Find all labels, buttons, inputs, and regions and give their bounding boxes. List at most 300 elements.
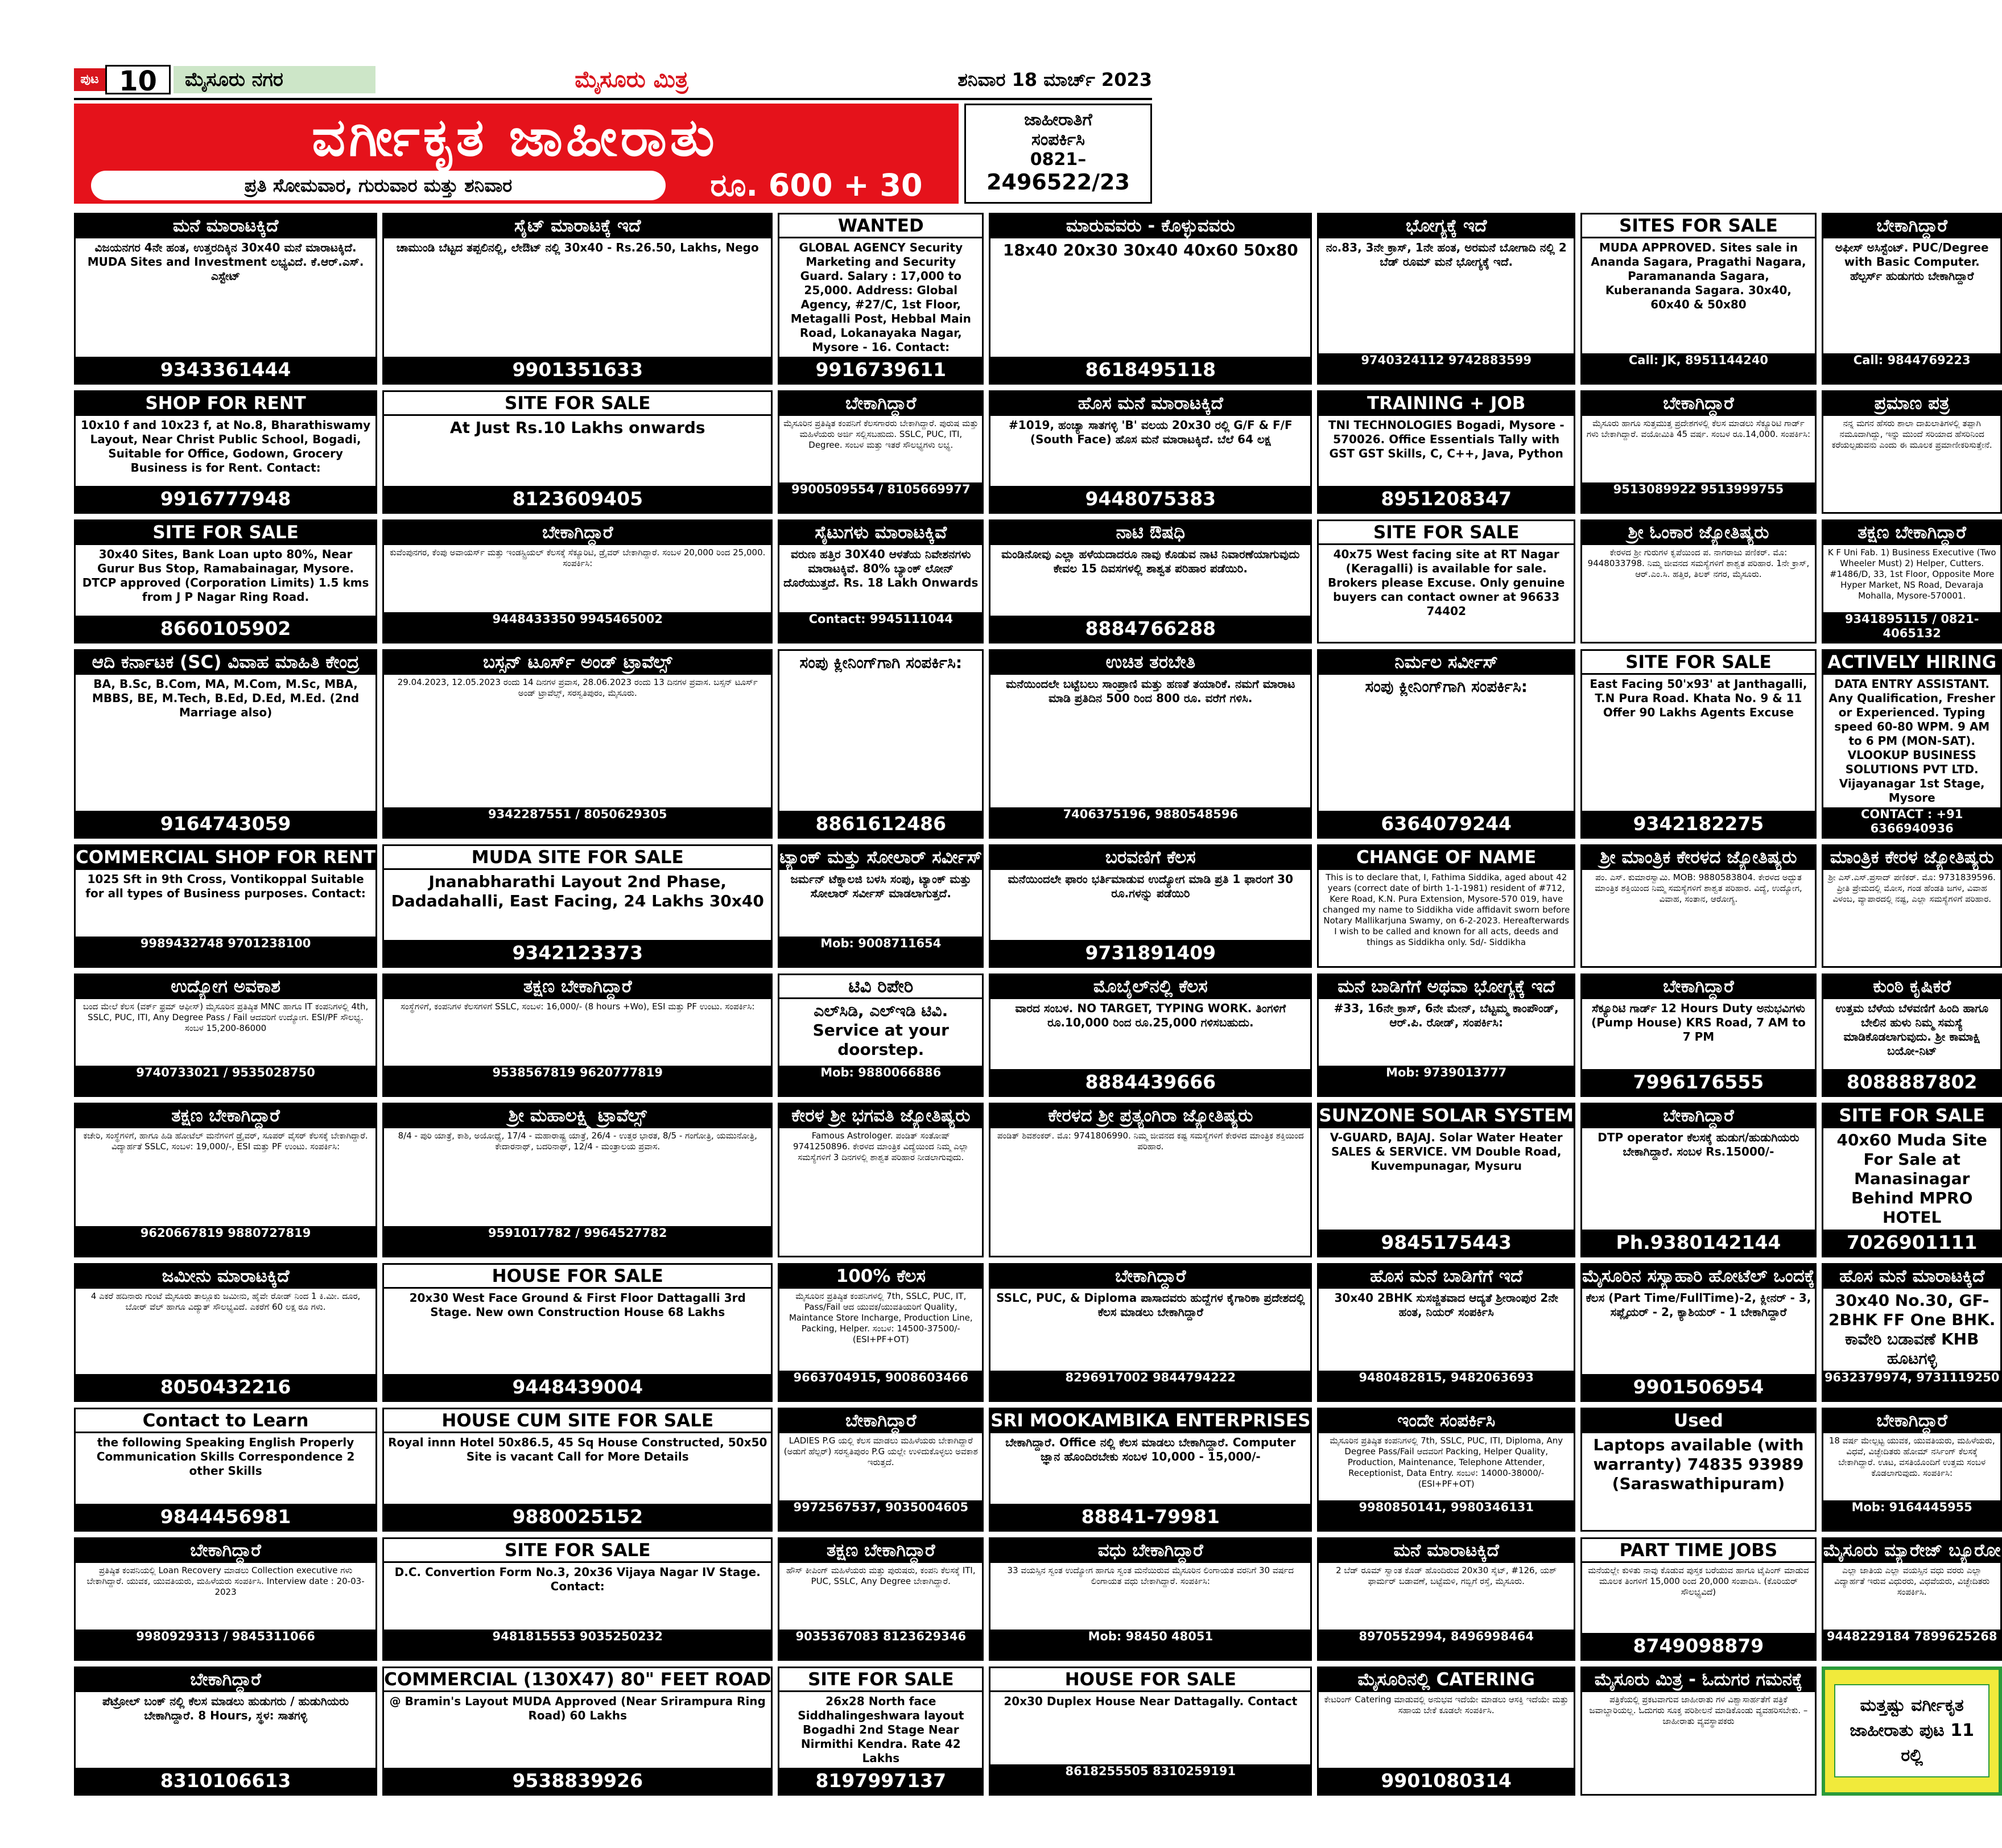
ad-body: 40x60 Muda Site For Sale at Manasinagar Behind MPRO HOTEL	[1836, 1131, 1987, 1227]
ad-phone: 9972567537, 9035004605	[779, 1500, 982, 1530]
classified-ad	[74, 1103, 377, 1257]
ad-body: K F Uni Fab. 1) Business Executive (Two Wheeler Must) 2) Helper, Cutters. #1486/D, 33, 1st Floor, Opposite More Hyper Market, NS Road, Devaraja Mohalla, Mysore-570001.	[1827, 547, 1996, 601]
ad-body: At Just Rs.10 Lakhs onwards	[449, 418, 705, 437]
ad-heading: ಮೈಸೂರು ಮ್ಯಾರೇಜ್ ಬ್ಯೂರೋ	[1823, 1539, 2001, 1563]
ad-heading: ಹೊಸ ಮನೆ ಮಾರಾಟಕ್ಕಿದೆ	[1823, 1265, 2001, 1289]
ad-heading: ಇಂದೇ ಸಂಪರ್ಕಿಸಿ	[1319, 1409, 1574, 1433]
ad-body: 4 ಎಕರೆ ಹದಿನಾರು ಗುಂಟೆ ಮೈಸೂರು ತಾಲ್ಲೂಕು ಜಮೀನು, ಹೈವೇ ರೋಡ್ ನಿಂದ 1 ಕಿ.ಮೀ. ದೂರ, ಬೋರ್ ವೆಲ್ ಹಾಗೂ ವಿದ್ಯುತ್ ಸೌಲಭ್ಯವಿದೆ. ಎಕರೆಗೆ 60 ಲಕ್ಷ ರೂ ಗಳು.	[90, 1291, 361, 1313]
ad-heading: HOUSE FOR SALE	[990, 1668, 1310, 1692]
classified-ad	[778, 213, 984, 385]
classified-ad	[778, 844, 984, 968]
classified-ad	[989, 390, 1312, 514]
classified-ad	[989, 213, 1312, 385]
ad-body-text: ಮತ್ತಷ್ಟು ವರ್ಗೀಕೃತ ಜಾಹೀರಾತು ಪುಟ 11 ರಲ್ಲಿ	[1834, 1684, 1990, 1777]
ad-phone: 9591017782 / 9964527782	[384, 1226, 771, 1256]
ad-phone: 8749098879	[1582, 1633, 1815, 1659]
classified-ad	[1822, 1666, 2002, 1796]
classified-ad	[382, 213, 773, 385]
ad-body: 29.04.2023, 12.05.2023 ರಂದು 14 ದಿನಗಳ ಪ್ರವಾಸ, 28.06.2023 ರಂದು 13 ದಿನಗಳ ಪ್ರವಾಸ. ಬಸ್ಸನ್ ಟೂರ್ಸ್ ಅಂಡ್ ಟ್ರಾವೆಲ್ಸ್, ಸರಸ್ವತಿಪುರಂ, ಮೈಸೂರು.	[397, 676, 758, 698]
ad-heading: ಟಿವಿ ರಿಪೇರಿ	[779, 975, 982, 999]
ad-heading: HOUSE FOR SALE	[384, 1265, 771, 1289]
ad-phone: 9980850141, 9980346131	[1319, 1500, 1574, 1530]
ad-body: ನನ್ನ ಮಗನ ಹೆಸರು ಶಾಲಾ ದಾಖಲಾತಿಗಳಲ್ಲಿ ತಪ್ಪಾಗಿ ನಮೂದಾಗಿದ್ದು, ಇನ್ನು ಮುಂದೆ ಸರಿಯಾದ ಹೆಸರಿನಿಂದ ಕರೆಯಲ್ಪಡುವನು ಎಂದು ಈ ಮೂಲಕ ಪ್ರಮಾಣೀಕರಿಸುತ್ತೇನೆ.	[1831, 418, 1992, 450]
ad-heading: ಮೈಸೂರು ಮಿತ್ರ - ಓದುಗರ ಗಮನಕ್ಕೆ	[1582, 1668, 1815, 1692]
classified-ad	[1317, 1537, 1575, 1661]
ad-phone: 9901080314	[1319, 1768, 1574, 1794]
ad-heading: SITE FOR SALE	[1823, 1104, 2001, 1128]
ad-phone: 7996176555	[1582, 1069, 1815, 1095]
classified-ad	[74, 519, 377, 643]
ad-phone: 9035367083 8123629346	[779, 1630, 982, 1659]
ad-body: V-GUARD, BAJAJ. Solar Water Heater SALES & SERVICE. VM Double Road, Kuvempunagar, Mysuru	[1330, 1131, 1563, 1173]
ad-body: ಹೌಸ್ ಕೀಪಿಂಗ್ ಮಹಿಳೆಯರು ಮತ್ತು ಪುರುಷರು, ಕಂಪನಿ ಕೆಲಸಕ್ಕೆ ITI, PUC, SSLC, Any Degree ಬೇಕಾಗಿದ್ದಾರೆ.	[786, 1565, 976, 1586]
classified-ad	[1822, 1408, 2002, 1531]
ad-body: ವಾರದ ಸಂಬಳ. NO TARGET, TYPING WORK. ತಿಂಗಳಿಗೆ ರೂ.10,000 ರಿಂದ ರೂ.25,000 ಗಳಿಸಬಹುದು.	[1015, 1001, 1286, 1029]
ad-phone: Call: JK, 8951144240	[1582, 353, 1815, 383]
ad-heading: ತಕ್ಷಣ ಬೇಕಾಗಿದ್ದಾರೆ	[384, 975, 771, 999]
contact-line2: ಸಂಪರ್ಕಿಸಿ	[1031, 130, 1085, 150]
ad-heading: ಬೇಕಾಗಿದ್ದಾರೆ	[76, 1539, 375, 1563]
classified-ad	[1822, 1263, 2002, 1402]
classified-ad	[1580, 1537, 1817, 1661]
ad-heading: SITE FOR SALE	[76, 521, 375, 545]
ad-phone: Mob: 98450 48051	[990, 1630, 1310, 1659]
ad-phone: 9448075383	[990, 486, 1310, 512]
ad-body: 40x75 West facing site at RT Nagar (Keragalli) is available for sale. Brokers please Excuse. Only genuine buyers can contact owner at 96633 74402	[1328, 547, 1565, 618]
ad-heading: ಬೇಕಾಗಿದ್ದಾರೆ	[76, 1668, 375, 1692]
classified-ad	[1580, 213, 1817, 385]
ad-body: East Facing 50'x93' at Janthagalli, T.N Pura Road. Khata No. 9 & 11 Offer 90 Lakhs Agents Excuse	[1590, 676, 1807, 719]
ad-phone: Mob: 9164445955	[1823, 1500, 2001, 1530]
classified-ad	[989, 844, 1312, 968]
ad-body: ಬಂದ ಮೇಲೆ ಕೆಲಸ (ವರ್ಕ್ ಫ್ರಮ್ ಆಫೀಸ್) ಮೈಸೂರಿನ ಪ್ರತಿಷ್ಠಿತ MNC ಹಾಗೂ IT ಕಂಪನಿಗಳಲ್ಲಿ 4th, SSLC, PUC, ITI, Any Degree Pass / Fail ಆದವರಿಗೆ ಉದ್ಯೋಗ. ESI/PF ಸೌಲಭ್ಯ. ಸಂಬಳ 15,200-86000	[82, 1001, 369, 1033]
classified-ad	[1822, 519, 2002, 643]
ad-body: ವರುಣ ಹತ್ತಿರ 30X40 ಆಳತೆಯ ನಿವೇಶನಗಳು ಮಾರಾಟಕ್ಕಿವೆ. 80% ಬ್ಯಾಂಕ್ ಲೋನ್ ದೊರೆಯುತ್ತದೆ. Rs. 18 Lakh Onwards	[783, 547, 979, 590]
ad-phone: 7026901111	[1823, 1230, 2001, 1256]
classified-ad	[1317, 974, 1575, 1097]
ad-heading: ACTIVELY HIRING	[1823, 651, 2001, 675]
ad-body: 33 ವಯಸ್ಸಿನ ಸ್ವಂತ ಉದ್ಯೋಗ ಹಾಗೂ ಸ್ವಂತ ಮನೆಯಿರುವ ಮೈಸೂರಿನ ಲಿಂಗಾಯತ ವರನಿಗೆ 30 ವರ್ಷದ ಲಿಂಗಾಯತ ವಧು ಬೇಕಾಗಿದ್ದಾರೆ. ಸಂಪರ್ಕಿಸಿ:	[1007, 1565, 1294, 1586]
classified-ad	[989, 1537, 1312, 1661]
ad-body: 26x28 North face Siddhalingeshwara layout Bogadhi 2nd Stage Near Nirmithi Kendra. Rate 42 Lakhs	[798, 1694, 964, 1765]
ad-heading: ಟ್ಯಾಂಕ್ ಮತ್ತು ಸೋಲಾರ್ ಸರ್ವೀಸ್	[779, 846, 982, 870]
classified-ad	[74, 213, 377, 385]
classified-ad	[1317, 1408, 1575, 1531]
ad-phone: 8618255505 8310259191	[990, 1764, 1310, 1794]
ad-phone: 9448433350 9945465002	[384, 612, 771, 642]
ad-heading: 100% ಕೆಲಸ	[779, 1265, 982, 1289]
ad-body: ಬೇಕಾಗಿದ್ದಾರೆ. Office ನಲ್ಲಿ ಕೆಲಸ ಮಾಡಲು ಬೇಕಾಗಿದ್ದಾರೆ. Computer ಜ್ಞಾನ ಹೊಂದಿರಬೇಕು ಸಂಬಳ 10,000 - 15,000/-	[1005, 1436, 1296, 1464]
page-number: 10	[105, 65, 171, 94]
ad-phone: 9900509554 / 8105669977	[779, 482, 982, 512]
ad-heading: Contact to Learn	[76, 1409, 375, 1433]
section-city: ಮೈಸೂರು ನಗರ	[174, 66, 375, 93]
ad-heading: ಸೈಟ್ ಮಾರಾಟಕ್ಕೆ ಇದೆ	[384, 214, 771, 238]
ad-heading: ಬೇಕಾಗಿದ್ದಾರೆ	[1582, 392, 1815, 416]
ad-body: ಎಲ್ಲಾ ಜಾತಿಯ ಎಲ್ಲಾ ವಯಸ್ಸಿನ ವಧು ವರರು ಎಲ್ಲಾ ವಿದ್ಯಾರ್ಹತೆ ಇರುವ ವಿಧುರರು, ವಿಧವೆಯರು, ವಿಚ್ಛೇದಿತರು ಸಂಪರ್ಕಿಸಿ.	[1834, 1565, 1990, 1597]
ad-heading: ಮನೆ ಬಾಡಿಗೆಗೆ ಅಥವಾ ಭೋಗ್ಯಕ್ಕೆ ಇದೆ	[1319, 975, 1574, 999]
classified-ad	[1317, 844, 1575, 968]
classified-ad	[989, 1666, 1312, 1796]
classified-ad	[778, 519, 984, 643]
classified-ad	[989, 519, 1312, 643]
ad-body: 30x40 No.30, GF-2BHK FF One BHK. ಕಾವೇರಿ ಬಡಾವಣೆ KHB ಹೂಟಗಳ್ಳಿ	[1828, 1291, 1996, 1368]
ad-heading: ಉಚಿತ ತರಬೇತಿ	[990, 651, 1310, 675]
ad-phone: Call: 9844769223	[1823, 353, 2001, 383]
ad-body: Jnanabharathi Layout 2nd Phase, Dadadahalli, East Facing, 24 Lakhs 30x40	[391, 872, 764, 910]
classified-ad	[1822, 844, 2002, 968]
ad-body: MUDA APPROVED. Sites sale in Ananda Sagara, Pragathi Nagara, Paramananda Sagara, Kuberananda Sagara. 30x40, 60x40 & 50x80	[1591, 241, 1806, 311]
classified-ad	[1580, 1666, 1817, 1796]
ad-heading: ತಕ್ಷಣ ಬೇಕಾಗಿದ್ದಾರೆ	[779, 1539, 982, 1563]
ad-body: ಮೈಸೂರಿನ ಪ್ರತಿಷ್ಠಿತ ಕಂಪನಿಗೆ ಕೆಲಸಗಾರರು ಬೇಕಾಗಿದ್ದಾರೆ. ಪುರುಷ ಮತ್ತು ಮಹಿಳೆಯರು ಅರ್ಜಿ ಸಲ್ಲಿಸಬಹುದು. SSLC, PUC, ITI, Degree. ಸಂಬಳ ಮತ್ತು ಇತರೆ ಸೌಲಭ್ಯಗಳು ಲಭ್ಯ.	[783, 418, 979, 450]
ad-phone: 9538839926	[384, 1768, 771, 1794]
ad-body: Royal innn Hotel 50x86.5, 45 Sq House Constructed, 50x50 Site is vacant Call for More Details	[388, 1436, 767, 1464]
ad-phone: 9341895115 / 0821-4065132	[1823, 612, 2001, 642]
ad-body: Famous Astrologer. ಪಂಡಿತ್ ಸಂತೋಷ್ 9741250896. ಕೇರಳದ ಮಾಂತ್ರಿಕ ವಿದ್ಯೆಯಿಂದ ನಿಮ್ಮ ಎಲ್ಲಾ ಸಮಸ್ಯೆಗಳಿಗೆ 3 ದಿನಗಳಲ್ಲಿ ಶಾಶ್ವತ ಪರಿಹಾರ ನೀಡಲಾಗುವುದು.	[793, 1131, 969, 1163]
banner-subtitle: ಪ್ರತಿ ಸೋಮವಾರ, ಗುರುವಾರ ಮತ್ತು ಶನಿವಾರ	[91, 171, 666, 200]
ad-body: ಪೆಟ್ರೋಲ್ ಬಂಕ್ ನಲ್ಲಿ ಕೆಲಸ ಮಾಡಲು ಹುಡುಗರು / ಹುಡುಗಿಯರು ಬೇಕಾಗಿದ್ದಾರೆ. 8 Hours, ಸ್ಥಳ: ಸಾತಗಳ್ಳಿ	[102, 1694, 349, 1722]
ad-phone: 9916739611	[779, 357, 982, 383]
ad-body: 30x40 2BHK ಸುಸಜ್ಜಿತವಾದ ಆದ್ಯತೆ ಶ್ರೀರಾಂಪುರ 2ನೇ ಹಂತ, ನಿಯರ್ ಸಂಪರ್ಕಿಸಿ	[1334, 1291, 1558, 1319]
ad-body: the following Speaking English Properly Communication Skills Correspondence 2 other Skills	[96, 1436, 355, 1478]
classified-ad	[1580, 390, 1817, 514]
classified-ad	[778, 974, 984, 1097]
ad-phone: 8197997137	[779, 1768, 982, 1794]
ad-heading: TRAINING + JOB	[1319, 392, 1574, 416]
ad-heading: ಮನೆ ಮಾರಾಟಕ್ಕಿದೆ	[76, 214, 375, 238]
ad-phone: 8884766288	[990, 616, 1310, 642]
ad-body: ವಿಜಯನಗರ 4ನೇ ಹಂತ, ಉತ್ತರದಿಕ್ಕಿನ 30x40 ಮನೆ ಮಾರಾಟಕ್ಕಿದೆ. MUDA Sites and Investment ಲಭ್ಯವಿದೆ. ಕೆ.ಆರ್.ಎಸ್. ಎಸ್ಟೇಟ್	[87, 241, 364, 283]
top-bar	[74, 64, 1152, 97]
classified-ad	[382, 519, 773, 643]
ad-body: ಪಂಡಿತ್ ಶಿವಶಂಕರ್. ಮೊ: 9741806990. ನಿಮ್ಮ ಜೀವನದ ಕಷ್ಟ ಸಮಸ್ಯೆಗಳಿಗೆ ಕೇರಳದ ಮಾಂತ್ರಿಕ ಶಕ್ತಿಯಿಂದ ಪರಿಹಾರ.	[997, 1131, 1304, 1152]
ad-heading: ಮಾರುವವರು - ಕೊಳ್ಳುವವರು	[990, 214, 1310, 238]
ad-heading: ಕುಂಠಿ ಕೃಷಿಕರೆ	[1823, 975, 2001, 999]
ad-heading: MUDA SITE FOR SALE	[384, 846, 771, 870]
ad-body: ಮೈಸೂರಿನ ಪ್ರತಿಷ್ಠಿತ ಕಂಪನಿಗಳಲ್ಲಿ 7th, SSLC, PUC, IT, Pass/Fail ಆದ ಯುವಕ/ಯುವತಿಯರಿಗೆ Quality, Maintance Store Incharge, Production Line, Packing, Helper. ಸಂಬಳ: 14500-37500/- (ESI+PF+OT)	[789, 1291, 973, 1345]
ad-body: #1019, ಹಂಚ್ಯಾ ಸಾತಗಳ್ಳಿ 'B' ವಲಯ 20x30 ರಲ್ಲಿ G/F & F/F (South Face) ಹೊಸ ಮನೆ ಮಾರಾಟಕ್ಕಿದೆ. ಬೆಲೆ 64 ಲಕ್ಷ	[1009, 418, 1293, 446]
ad-phone: 9901351633	[384, 357, 771, 383]
classified-ad	[1580, 1408, 1817, 1531]
ad-body: 10x10 f and 10x23 f, at No.8, Bharathiswamy Layout, Near Christ Public School, Bogadi, Suitable for Office, Godown, Grocery Business is for Rent. Contact:	[80, 418, 371, 475]
ad-heading: ಬೇಕಾಗಿದ್ದಾರೆ	[1823, 1409, 2001, 1433]
ad-phone: 9632379974, 9731119250	[1823, 1371, 2001, 1400]
classified-ad	[1580, 519, 1817, 643]
ad-phone: 8660105902	[76, 616, 375, 642]
ad-phone: 9164743059	[76, 811, 375, 837]
ad-phone: 9480482815, 9482063693	[1319, 1371, 1574, 1400]
classified-ad	[74, 390, 377, 514]
ad-phone: Mob: 9008711654	[779, 937, 982, 966]
ad-body: ಪತ್ರಿಕೆಯಲ್ಲಿ ಪ್ರಕಟವಾಗುವ ಜಾಹೀರಾತು ಗಳ ವಿಶ್ವಾಸಾರ್ಹತೆಗೆ ಪತ್ರಿಕೆ ಜವಾಬ್ದಾರಿಯಲ್ಲ. ಓದುಗರು ಸೂಕ್ತ ಪರಿಶೀಲನೆ ಮಾಡಿಕೊಂಡು ವ್ಯವಹರಿಸಬೇಕು. –ಜಾಹೀರಾತು ವ್ಯವಸ್ಥಾಪಕರು	[1589, 1694, 1808, 1726]
ad-heading: ನಾಟಿ ಔಷಧಿ	[990, 521, 1310, 545]
classified-ad	[778, 390, 984, 514]
classified-ad	[1822, 1537, 2002, 1661]
ad-heading: CHANGE OF NAME	[1319, 846, 1574, 870]
classified-ad	[989, 1103, 1312, 1257]
ad-phone: 8123609405	[384, 486, 771, 512]
classified-banner	[74, 104, 959, 204]
ad-heading: SITE FOR SALE	[384, 1539, 771, 1563]
classified-ad	[74, 1263, 377, 1402]
classified-ad	[1580, 1103, 1817, 1257]
classified-ad	[74, 1666, 377, 1796]
ad-heading: SITE FOR SALE	[1319, 521, 1574, 545]
ad-body: #33, 16ನೇ ಕ್ರಾಸ್, 6ನೇ ಮೇನ್, ಬೆಟ್ಟಮ್ಮ ಕಾಂಪೌಂಡ್, ಆರ್.ಪಿ. ರೋಡ್, ಸಂಪರ್ಕಿಸಿ:	[1334, 1001, 1559, 1029]
ad-body: ಕೇಟರಿಂಗ್ Catering ಮಾಡುವಲ್ಲಿ ಅನುಭವ ಇದೆಯೇ ಮಾಡಲು ಆಸಕ್ತಿ ಇದೆಯೇ ಮತ್ತು ಸಹಾಯ ಬೇಕೆ ಕೂಡಲೇ ಸಂಪರ್ಕಿಸಿ.	[1324, 1694, 1568, 1715]
classified-ad	[74, 844, 377, 968]
ad-phone: 8296917002 9844794222	[990, 1371, 1310, 1400]
ad-heading: ಶ್ರೀ ಮಾಂತ್ರಿಕ ಕೇರಳದ ಜ್ಯೋತಿಷ್ಯರು	[1582, 846, 1815, 870]
ad-body: GLOBAL AGENCY Security Marketing and Security Guard. Salary : 17,000 to 25,000. Address: Global Agency, #27/C, 1st Floor, Metagalli Post, Hebbal Main Road, Lokanayaka Nagar, Mysore - 16. Contact:	[790, 241, 971, 354]
ad-heading: HOUSE CUM SITE FOR SALE	[384, 1409, 771, 1433]
ad-heading: ಶ್ರೀ ಓಂಕಾರ ಜ್ಯೋತಿಷ್ಯರು	[1582, 521, 1815, 545]
classified-ad	[989, 1263, 1312, 1402]
ad-heading: ಉದ್ಯೋಗ ಅವಕಾಶ	[76, 975, 375, 999]
ad-body: DTP operator ಕೆಲಸಕ್ಕೆ ಹುಡುಗ/ಹುಡುಗಿಯರು ಬೇಕಾಗಿದ್ದಾರೆ. ಸಂಬಳ Rs.15000/-	[1598, 1131, 1799, 1159]
classified-ad	[1317, 1666, 1575, 1796]
ad-phone: 8050432216	[76, 1374, 375, 1400]
classified-ad	[382, 974, 773, 1097]
ad-heading: SITES FOR SALE	[1582, 214, 1815, 238]
ad-body: ಮನೆಯಲ್ಲೇ ಕುಳಿತು ನಾವು ಕೊಡುವ ಪುಸ್ತಕ ಬರೆಯುವ ಹಾಗೂ ಟೈಪಿಂಗ್ ಮಾಡುವ ಮೂಲಕ ತಿಂಗಳಿಗೆ 15,000 ರಿಂದ 20,000 ಸಂಪಾದಿಸಿ. (ಕೊರಿಯರ್ ಸೌಲಭ್ಯವಿದೆ)	[1588, 1565, 1809, 1597]
ad-body: ಕೇರಳದ ಶ್ರೀ ಗುರುಗಳ ಕೃಪೆಯಿಂದ ಪ. ನಾಗರಾಜು ಪಣಿಕರ್. ಮೊ: 9448033798. ನಿಮ್ಮ ಜೀವನದ ಸಮಸ್ಯೆಗಳಿಗೆ ಶಾಶ್ವತ ಪರಿಹಾರ. 1ನೇ ಕ್ರಾಸ್, ಆರ್.ಎಂ.ಸಿ. ಹತ್ತಿರ, ತಿಲಕ್ ನಗರ, ಮೈಸೂರು.	[1587, 547, 1810, 580]
ad-heading: PART TIME JOBS	[1582, 1539, 1815, 1563]
ad-body: LADIES P.G ಯಲ್ಲಿ ಕೆಲಸ ಮಾಡಲು ಮಹಿಳೆಯರು ಬೇಕಾಗಿದ್ದಾರೆ (ಅಡುಗೆ ಹೆಲ್ಪರ್) ಸರಸ್ವತಿಪುರಂ P.G ಯಲ್ಲೇ ಉಳಿದುಕೊಳ್ಳಲು ಅವಕಾಶ ಇರುತ್ತದೆ.	[783, 1436, 978, 1468]
ad-contact-box	[964, 104, 1152, 204]
ad-heading: ಮೊಬೈಲ್‌ನಲ್ಲಿ ಕೆಲಸ	[990, 975, 1310, 999]
ad-phone: 9845175443	[1319, 1230, 1574, 1256]
ad-body: ಪ್ರತಿಷ್ಠಿತ ಕಂಪನಿಯಲ್ಲಿ Loan Recovery ಮಾಡಲು Collection executive ಗಳು ಬೇಕಾಗಿದ್ದಾರೆ. ಯುವಕ, ಯುವತಿಯರು, ಮಹಿಳೆಯರು ಸಂಪರ್ಕಿಸಿ. Interview date : 20-03-2023	[86, 1565, 365, 1597]
classified-ad	[382, 1103, 773, 1257]
ad-phone: 9731891409	[990, 940, 1310, 966]
ad-heading: ಬೇಕಾಗಿದ್ದಾರೆ	[779, 1409, 982, 1433]
ad-heading: SUNZONE SOLAR SYSTEM	[1319, 1104, 1574, 1128]
classified-ad	[1317, 1263, 1575, 1402]
classified-ad	[1822, 649, 2002, 839]
banner-title: ವರ್ಗೀಕೃತ ಜಾಹೀರಾತು	[312, 107, 718, 168]
ad-body: D.C. Convertion Form No.3, 20x36 Vijaya Nagar IV Stage. Contact:	[394, 1565, 761, 1593]
ad-heading: ಹೊಸ ಮನೆ ಮಾರಾಟಕ್ಕಿದೆ	[990, 392, 1310, 416]
ad-body: BA, B.Sc, B.Com, MA, M.Com, M.Sc, MBA, MBBS, BE, M.Tech, B.Ed, D.Ed, M.Ed. (2nd Marriage also)	[92, 676, 360, 719]
classified-ad	[989, 1408, 1312, 1531]
ad-phone: 9740733021 / 9535028750	[76, 1066, 375, 1095]
contact-line3: 0821–	[1030, 150, 1087, 170]
classified-ad	[382, 1537, 773, 1661]
ad-heading: ಬೇಕಾಗಿದ್ದಾರೆ	[779, 392, 982, 416]
ad-heading: ವಧು ಬೇಕಾಗಿದ್ದಾರೆ	[990, 1539, 1310, 1563]
ad-heading: ಬೇಕಾಗಿದ್ದಾರೆ	[384, 521, 771, 545]
ad-heading: ತಕ್ಷಣ ಬೇಕಾಗಿದ್ದಾರೆ	[1823, 521, 2001, 545]
ad-body: ಮೈಸೂರು ಹಾಗೂ ಸುತ್ತಮುತ್ತ ಪ್ರದೇಶಗಳಲ್ಲಿ ಕೆಲಸ ಮಾಡಲು ಸೆಕ್ಯೂರಿಟಿ ಗಾರ್ಡ್ ಗಳು ಬೇಕಾಗಿದ್ದಾರೆ. ವಯೋಮಿತಿ 45 ವರ್ಷ. ಸಂಬಳ ರೂ.14,000. ಸಂಪರ್ಕಿಸಿ:	[1586, 418, 1811, 439]
ad-body: ಕುವೆಂಪುನಗರ, ಕೆಂಪು ಅವಾಯರ್ಸ್ ಮತ್ತು ಇಂಡಸ್ಟ್ರಿಯಲ್ ಕೆಲಸಕ್ಕೆ ಸೆಕ್ಯೂರಿಟಿ, ಡ್ರೈವರ್ ಬೇಕಾಗಿದ್ದಾರೆ. ಸಂಬಳ 20,000 ರಿಂದ 25,000. ಸಂಪರ್ಕಿಸಿ:	[390, 547, 766, 569]
ad-heading: WANTED	[779, 214, 982, 238]
ad-body: 2 ಬೆಡ್ ರೂಮ್ ಸ್ವಾಂತ ಕೊಡ್ ಹೊಂದಿರುವ 20x30 ಸೈಟ್, #126, ಯಶ್ ಫಾರ್ಮರ್ ಬಡಾವಣೆ, ಬಟ್ಟೆಮಳಿ, ಗಬ್ಬಿಗೆ ರಸ್ತೆ, ಮೈಸೂರು.	[1336, 1565, 1557, 1586]
ad-body: 18x40 20x30 30x40 40x60 50x80	[1002, 241, 1298, 259]
ad-phone: 9620667819 9880727819	[76, 1226, 375, 1256]
ad-body: ಅಫೀಸ್ ಅಸಿಸ್ಟೆಂಟ್. PUC/Degree with Basic Computer. ಹೆಲ್ಪರ್ಸ್ ಹುಡುಗರು ಬೇಕಾಗಿದ್ದಾರೆ	[1835, 241, 1989, 283]
classified-ad	[1580, 649, 1817, 839]
ad-heading: SITE FOR SALE	[384, 392, 771, 416]
ad-heading: ಕೇರಳದ ಶ್ರೀ ಪ್ರತ್ಯಂಗಿರಾ ಜ್ಯೋತಿಷ್ಯರು	[990, 1104, 1310, 1128]
ad-heading: ಬೇಕಾಗಿದ್ದಾರೆ	[1823, 214, 2001, 238]
ad-phone: 9989432748 9701238100	[76, 937, 375, 966]
ad-phone: 8970552994, 8496998464	[1319, 1630, 1574, 1659]
ad-body: 20x30 West Face Ground & First Floor Dattagalli 3rd Stage. New own Construction House 68 Lakhs	[409, 1291, 746, 1319]
classified-ad	[1580, 1263, 1817, 1402]
classified-ad	[1822, 974, 2002, 1097]
ad-body: SSLC, PUC, & Diploma ಪಾಸಾದವರು ಹುದ್ದೆಗಳ ಕೈಗಾರಿಕಾ ಪ್ರದೇಶದಲ್ಲಿ ಕೆಲಸ ಮಾಡಲು ಬೇಕಾಗಿದ್ದಾರೆ	[996, 1291, 1305, 1319]
ad-body: ಸೆಕ್ಯೂರಿಟಿ ಗಾರ್ಡ್ 12 Hours Duty ಅನುಭವಿಗಳು (Pump House) KRS Road, 7 AM to 7 PM	[1591, 1001, 1806, 1043]
ad-body: ಉತ್ತಮ ಬೆಳೆಯ ಬೆಳವಣಿಗೆ ಹಿಂದಿ ಹಾಗೂ ಬೇಲಿನ ಹುಳು ನಿಮ್ಮ ಸಮಸ್ಯೆ ಮಾಡಿಕೊಡಲಾಗುವುದು. ಶ್ರೀ ಕಾಮಾಕ್ಷಿ ಬಯೋ-ನಿಟ್	[1835, 1001, 1988, 1058]
ad-phone: 9538567819 9620777819	[384, 1066, 771, 1095]
classified-ad	[1317, 390, 1575, 514]
ad-phone: 6364079244	[1319, 811, 1574, 837]
ad-heading: ಬೇಕಾಗಿದ್ದಾರೆ	[1582, 1104, 1815, 1128]
ad-heading: SRI MOOKAMBIKA ENTERPRISES	[990, 1409, 1310, 1433]
ad-phone: 9880025152	[384, 1504, 771, 1530]
ad-heading: ನಿರ್ಮಲ ಸರ್ವೀಸ್	[1319, 651, 1574, 675]
classified-ad	[1580, 974, 1817, 1097]
ad-body: ಸಂಸ್ಥೆಗಳಿಗೆ, ಕಂಪನಿಗಳ ಕೆಲಸಗಳಿಗೆ SSLC, ಸಂಬಳ: 16,000/- (8 hours +Wo), ESI ಮತ್ತು PF ಉಂಟು. ಸಂಪರ್ಕಿಸಿ:	[401, 1001, 755, 1012]
classified-ad	[778, 1103, 984, 1257]
ad-heading: ಬೇಕಾಗಿದ್ದಾರೆ	[990, 1265, 1310, 1289]
classified-ad	[778, 1408, 984, 1531]
ad-phone: 8310106613	[76, 1768, 375, 1794]
classified-ad	[778, 649, 984, 839]
classified-ad	[1822, 213, 2002, 385]
banner-price: ರೂ. 600 + 30	[710, 167, 923, 203]
ad-body	[1825, 1670, 1999, 1792]
classified-ad	[989, 649, 1312, 839]
ad-heading: ಮೈಸೂರಿನಲ್ಲಿ CATERING	[1319, 1668, 1574, 1692]
ad-phone: Mob: 9880066886	[779, 1066, 982, 1095]
ad-body: 1025 Sft in 9th Cross, Vontikoppal Suitable for all types of Business purposes. Contact:	[85, 872, 366, 900]
ad-body: ಸಂಪು ಕ್ಲೀನಿಂಗ್‌ಗಾಗಿ ಸಂಪರ್ಕಿಸಿ:	[1365, 676, 1528, 696]
contact-line4: 2496522/23	[986, 170, 1130, 195]
ad-heading: ಹೊಸ ಮನೆ ಬಾಡಿಗೆಗೆ ಇದೆ	[1319, 1265, 1574, 1289]
ad-body: DATA ENTRY ASSISTANT. Any Qualification, Fresher or Experienced. Typing speed 60-80 WPM. 9 AM to 6 PM (MON-SAT). VLOOKUP BUSINESS SOLUTIONS PVT LTD. Vijayanagar 1st Stage, Mysore	[1828, 676, 1996, 805]
classified-ad	[1317, 213, 1575, 385]
ad-body: This is to declare that, I, Fathima Siddika, aged about 42 years (correct date of birth 1-1-1981) resident of #712, Kere Road, K.N. Pura Extension, Mysore-570 019, have changed my name to Siddikha vide affidavit sworn before Notary Mallikarjuna Swamy, on 6-2-2023. Hereafterwards I wish to be called and known for all acts, deeds and things as Siddikha only. Sd/- Siddikha	[1323, 872, 1570, 947]
ad-phone: 9342182275	[1582, 811, 1815, 837]
ad-phone: 7406375196, 9880548596	[990, 807, 1310, 837]
classified-ad	[1580, 844, 1817, 968]
ads-grid	[74, 213, 2001, 1796]
ad-phone: 9844456981	[76, 1504, 375, 1530]
ad-phone: Contact: 9945111044	[779, 612, 982, 642]
ad-phone: 9481815553 9035250232	[384, 1630, 771, 1659]
ad-body: ಮನೆಯಿಂದಲೇ ಫಾರಂ ಭರ್ತಿಮಾಡುವ ಉದ್ಯೋಗ ಮಾಡಿ ಪ್ರತಿ 1 ಫಾರಂಗೆ 30 ರೂ.ಗಳನ್ನು ಪಡೆಯಿರಿ	[1008, 872, 1294, 900]
ad-phone: 8884439666	[990, 1069, 1310, 1095]
issue-date: ಶನಿವಾರ 18 ಮಾರ್ಚ್ 2023	[957, 69, 1152, 90]
ad-body: ಕಚೇರಿ, ಸಂಸ್ಥೆಗಳಿಗೆ, ಹಾಗೂ ಹಿಡಿ ಹೋಟೆಲ್ ಮನೆಗಳಿಗೆ ಡ್ರೈವರ್, ಸೂಪರ್ ವೈಸರ್ ಕೆಲಸಕ್ಕೆ ಬೇಕಾಗಿದ್ದಾರೆ. ವಿದ್ಯಾರ್ಹತೆ SSLC, ಸಂಬಳ: 19,000/-, ESI ಮತ್ತು PF ಉಂಟು. ಸಂಪರ್ಕಿಸಿ:	[83, 1131, 368, 1152]
ad-heading: ಮನೆ ಮಾರಾಟಕ್ಕಿದೆ	[1319, 1539, 1574, 1563]
ad-body: ಶ್ರೀ ಎಸ್.ಎಸ್.ಪ್ರಸಾದ್ ಪಣಿಕರ್. ಮೊ: 9731839596. ಪ್ರೀತಿ ಪ್ರೇಮದಲ್ಲಿ ಮೋಸ, ಗಂಡ ಹೆಂಡತಿ ಜಗಳ, ವಿವಾಹ ವಿಳಂಬ, ವ್ಯಾಪಾರದಲ್ಲಿ ನಷ್ಟ, ಎಲ್ಲಾ ಸಮಸ್ಯೆಗಳಿಗೆ ಪರಿಹಾರ.	[1828, 872, 1996, 904]
ad-body: ಪಂ. ಎಸ್. ಕುಮಾರಸ್ವಾಮಿ. MOB: 9880583804. ಕೇರಳದ ಅದ್ಭುತ ಮಾಂತ್ರಿಕ ಶಕ್ತಿಯಿಂದ ನಿಮ್ಮ ಸಮಸ್ಯೆಗಳಿಗೆ ಶಾಶ್ವತ ಪರಿಹಾರ. ವಿದ್ಯೆ, ಉದ್ಯೋಗ, ವಿವಾಹ, ಸಂತಾನ, ಆರೋಗ್ಯ.	[1595, 872, 1802, 904]
ad-phone: 88841-79981	[990, 1504, 1310, 1530]
ad-heading: ಶ್ರೀ ಮಹಾಲಕ್ಷ್ಮಿ ಟ್ರಾವೆಲ್ಸ್	[384, 1104, 771, 1128]
classified-ad	[778, 1537, 984, 1661]
ad-body: ಸಂಪು ಕ್ಲೀನಿಂಗ್‌ಗಾಗಿ ಸಂಪರ್ಕಿಸಿ:	[799, 653, 963, 672]
ad-phone: 9343361444	[76, 357, 375, 383]
masthead-logo: ಮೈಸೂರು ಮಿತ್ರ	[575, 67, 688, 93]
ad-body: 30x40 Sites, Bank Loan upto 80%, Near Gurur Bus Stop, Ramabainagar, Mysore. DTCP approved (Corporation Limits) 1.5 kms from J P Nagar Ring Road.	[82, 547, 369, 604]
ad-heading: ಬರವಣಿಗೆ ಕೆಲಸ	[990, 846, 1310, 870]
classified-ad	[1822, 1103, 2002, 1257]
ad-heading: ತಕ್ಷಣ ಬೇಕಾಗಿದ್ದಾರೆ	[76, 1104, 375, 1128]
ad-heading: COMMERCIAL SHOP FOR RENT	[76, 846, 375, 870]
ad-phone: 9513089922 9513999755	[1582, 482, 1815, 512]
classified-ad	[74, 1408, 377, 1531]
ad-phone: 8951208347	[1319, 486, 1574, 512]
ad-phone: Ph.9380142144	[1582, 1230, 1815, 1256]
ad-phone: 8618495118	[990, 357, 1310, 383]
classified-ad	[778, 1666, 984, 1796]
classified-ad	[989, 974, 1312, 1097]
classified-ad	[382, 1666, 773, 1796]
classified-ad	[74, 1537, 377, 1661]
ad-heading: ಪ್ರಮಾಣ ಪತ್ರ	[1823, 392, 2001, 416]
ad-body: ಚಾಮುಂಡಿ ಬೆಟ್ಟದ ತಪ್ಪಲಿನಲ್ಲಿ, ಲೇಔಟ್ ನಲ್ಲಿ 30x40 - Rs.26.50, Lakhs, Nego	[396, 241, 759, 254]
ad-heading: ಮೈಸೂರಿನ ಸಸ್ಯಾಹಾರಿ ಹೋಟೆಲ್ ಒಂದಕ್ಕೆ	[1582, 1265, 1815, 1289]
ad-heading: ಕೇರಳ ಶ್ರೀ ಭಗವತಿ ಜ್ಯೋತಿಷ್ಯರು	[779, 1104, 982, 1128]
ad-phone: Mob: 9739013777	[1319, 1066, 1574, 1095]
ad-phone: CONTACT : +91 6366940936	[1823, 807, 2001, 837]
newspaper-page	[74, 64, 2001, 1796]
ad-heading: ಬೇಕಾಗಿದ್ದಾರೆ	[1582, 975, 1815, 999]
ad-body: ಎಲ್‌ಸಿಡಿ, ಎಲ್‌ಇಡಿ ಟಿವಿ. Service at your doorstep.	[812, 1001, 949, 1059]
header-rule	[74, 98, 1152, 100]
contact-line1: ಜಾಹೀರಾತಿಗೆ	[1024, 110, 1092, 130]
ad-phone: 9342287551 / 8050629305	[384, 807, 771, 837]
ad-body: TNI TECHNOLOGIES Bogadi, Mysore - 570026. Office Essentials Tally with GST GST Skills, C, C++, Java, Python	[1328, 418, 1565, 460]
classified-ad	[1317, 649, 1575, 839]
classified-ad	[1317, 1103, 1575, 1257]
ad-body: ನಂ.83, 3ನೇ ಕ್ರಾಸ್, 1ನೇ ಹಂತ, ಅರಮನೆ ಬೋಗಾದಿ ನಲ್ಲಿ 2 ಬೆಡ್ ರೂಮ್ ಮನೆ ಭೋಗ್ಯಕ್ಕೆ ಇದೆ.	[1326, 241, 1567, 269]
ad-phone: 9740324112 9742883599	[1319, 353, 1574, 383]
classified-ad	[382, 1408, 773, 1531]
classified-ad	[382, 844, 773, 968]
classified-ad	[74, 649, 377, 839]
classified-ad	[74, 974, 377, 1097]
classified-ad	[382, 1263, 773, 1402]
ad-body: ಜರ್ಮನ್ ಟೆಕ್ನಾಲಜಿ ಬಳಸಿ ಸಂಪು, ಟ್ಯಾಂಕ್ ಮತ್ತು ಸೋಲಾರ್ ಸರ್ವೀಸ್ ಮಾಡಲಾಗುತ್ತದೆ.	[790, 872, 972, 900]
ad-phone: 9448229184 7899625268	[1823, 1630, 2001, 1659]
ad-heading: ಬಸ್ಸನ್ ಟೂರ್ಸ್ ಅಂಡ್ ಟ್ರಾವೆಲ್ಸ್	[384, 651, 771, 675]
ad-body: 18 ವರ್ಷ ಮೇಲ್ಪಟ್ಟ ಯುವಕ, ಯುವತಿಯರು, ಮಹಿಳೆಯರು, ವಿಧವೆ, ವಿಚ್ಛೇದಿತರು ಹೋಮ್ ನರ್ಸಿಂಗ್ ಕೆಲಸಕ್ಕೆ ಬೇಕಾಗಿದ್ದಾರೆ. ಊಟ, ವಸತಿಯೊಂದಿಗೆ ಉತ್ತಮ ಸಂಬಳ ಕೊಡಲಾಗುವುದು. ಸಂಪರ್ಕಿಸಿ:	[1828, 1436, 1995, 1479]
ad-phone: 9663704915, 9008603466	[779, 1371, 982, 1400]
ad-heading: SITE FOR SALE	[779, 1668, 982, 1692]
classified-ad	[382, 390, 773, 514]
ad-phone: 9342123373	[384, 940, 771, 966]
page-label: ಪುಟ	[74, 68, 105, 91]
ad-phone: 9980929313 / 9845311066	[76, 1630, 375, 1659]
ad-body: ಮನೆಯಿಂದಲೇ ಬಟ್ಟೆಬಲು ಸಾಂಪ್ರಾಣಿ ಮತ್ತು ಹಣತೆ ತಯಾರಿಕೆ. ನಮಗೆ ಮಾರಾಟ ಮಾಡಿ ಪ್ರತಿದಿನ 500 ರಿಂದ 800 ರೂ. ವರೆಗೆ ಗಳಿಸಿ.	[1006, 676, 1295, 705]
classified-ad	[382, 649, 773, 839]
ad-heading: ಜಮೀನು ಮಾರಾಟಕ್ಕಿದೆ	[76, 1265, 375, 1289]
ad-body: 20x30 Duplex House Near Dattagally. Contact	[1004, 1694, 1298, 1708]
ad-phone: 9901506954	[1582, 1374, 1815, 1400]
classified-ad	[1822, 390, 2002, 514]
ad-heading: COMMERCIAL (130X47) 80" FEET ROAD	[384, 1668, 771, 1692]
ad-phone: 9448439004	[384, 1374, 771, 1400]
ad-phone: 8861612486	[779, 811, 982, 837]
ad-phone: 8088887802	[1823, 1069, 2001, 1095]
ad-heading: Used	[1582, 1409, 1815, 1433]
ad-heading: SITE FOR SALE	[1582, 651, 1815, 675]
